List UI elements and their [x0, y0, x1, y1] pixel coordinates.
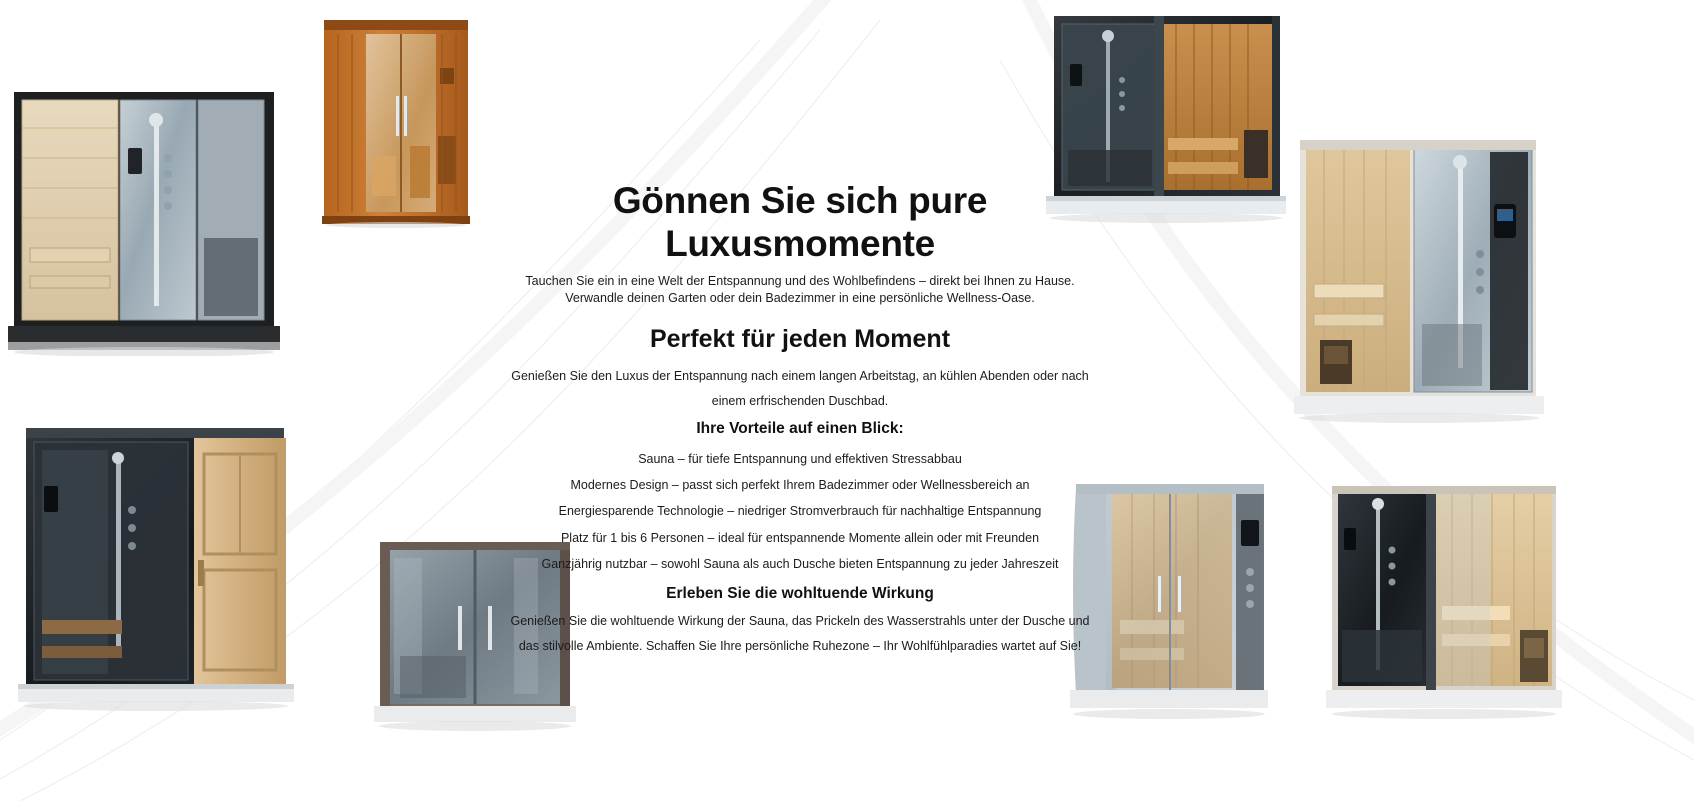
list-item: Energiesparende Technologie – niedriger Stromverbrauch für nachhaltige Entspannung [558, 504, 1042, 519]
list-item: Modernes Design – passt sich perfekt Ihrem Badezimmer oder Wellnessbereich an [570, 478, 1030, 493]
list-item: Sauna – für tiefe Entspannung und effektiven Stressabbau [638, 451, 962, 466]
benefits-list [500, 446, 1100, 577]
section-heading-effect: Erleben Sie die wohltuende Wirkung [666, 585, 934, 603]
product-image-steam-sauna-dark-left-bottom [18, 424, 294, 714]
section-heading-benefits: Ihre Vorteile auf einen Blick: [696, 419, 904, 437]
list-item: Ganzjährig nutzbar – sowohl Sauna als auch Dusche bieten Entspannung zu jeder Jahreszeit [541, 556, 1059, 571]
lead-paragraph: Tauchen Sie ein in eine Welt der Entspannung und des Wohlbefindens – direkt bei Ihnen zu Hause. Verwandle deinen Garten oder dein Badezimmer in eine persönliche Wellness-Oase. [525, 274, 1075, 305]
product-image-sauna-shower-combo-right [1294, 134, 1544, 426]
section-heading-moment: Perfekt für jeden Moment [649, 324, 951, 353]
marketing-copy [500, 180, 1100, 659]
product-image-infrared-cabin-wood [320, 16, 472, 228]
paragraph-moment: Genießen Sie den Luxus der Entspannung nach einem langen Arbeitstag, an kühlen Abenden oder nach einem erfrischenden Duschbad. [511, 368, 1089, 408]
product-image-sauna-steam-combo-left-top [8, 88, 280, 356]
page-title: Gönnen Sie sich pure Luxusmomente [612, 180, 988, 264]
paragraph-effect: Genießen Sie die wohltuende Wirkung der Sauna, das Prickeln des Wasserstrahls unter der Dusche und das stilvolle Ambiente. Schaffen Sie Ihre persönliche Ruhezone – Ihr Wohlfühlparadies wartet auf Sie! [510, 614, 1090, 654]
list-item: Platz für 1 bis 6 Personen – ideal für entspannende Momente allein oder mit Freunden [560, 530, 1040, 545]
product-image-sauna-steam-combo-right-bottom [1326, 480, 1562, 724]
